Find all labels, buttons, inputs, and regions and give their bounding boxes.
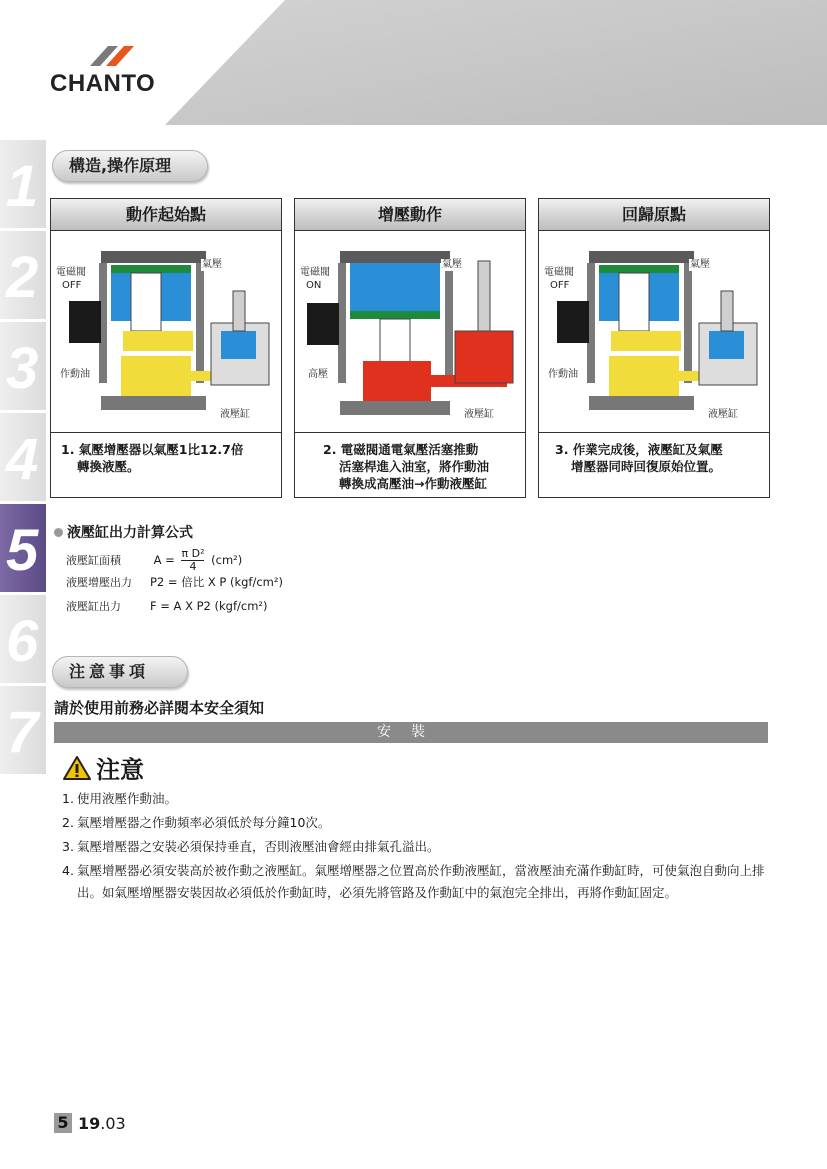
bullet-icon [54,528,63,537]
label-air-pressure: 氣壓 [202,259,222,270]
list-item: 4. 氣壓增壓器必須安裝高於被作動之液壓缸。氣壓增壓器之位置高於作動液壓缸，當液壓油充滿作動缸時，可使氣泡自動向上排出。如氣壓增壓器安裝因故必須低於作動缸時，必須先將管路及作動缸中的氣泡完全排出，再將作動缸固定。 [62,863,765,900]
panel-start-point [50,198,282,498]
label-valve-state: ON [306,280,322,291]
booster-diagram-return [539,231,769,433]
panel-title: 增壓動作 [295,199,525,231]
formula-heading: 液壓缸出力計算公式 [54,522,193,542]
warning-icon [62,755,92,781]
chapter-tabs [0,140,46,777]
chapter-tab-6[interactable]: 6 [0,595,46,683]
list-item: 1. 使用液壓作動油。 [62,791,178,806]
chapter-tab-5[interactable]: 5 [0,504,46,592]
label-valve-state: OFF [62,280,82,291]
panel-boost-action [294,198,526,498]
label-air-pressure: 氣壓 [442,259,462,270]
label-working-oil: 作動油 [60,369,90,380]
panel-caption: 2. 電磁閥通電氣壓活塞推動 活塞桿進入油室，將作動油 轉換成高壓油→作動液壓缸 [323,442,490,491]
page-footer [54,1113,126,1133]
label-hydraulic-cylinder: 液壓缸 [708,409,738,420]
logo-text: CHANTO [50,70,156,97]
label-solenoid-valve: 電磁閥 [544,267,574,278]
logo-mark-icon [50,42,180,72]
brand-logo [50,42,180,102]
chapter-tab-4[interactable]: 4 [0,413,46,501]
chapter-tab-7[interactable]: 7 [0,686,46,774]
page-number: 19 [78,1113,101,1133]
panel-title: 回歸原點 [539,199,769,231]
page-subnumber: .03 [100,1113,126,1133]
diagram-boost-action [295,231,525,433]
list-item: 2. 氣壓增壓器之作動頻率必須低於每分鐘10次。 [62,815,331,830]
formula-cylinder-output: 液壓缸出力 F = A X P2 (kgf/cm²) [66,599,268,613]
caution-list [62,788,767,906]
label-hydraulic-cylinder: 液壓缸 [464,409,494,420]
label-working-oil: 作動油 [548,369,578,380]
label-valve-state: OFF [550,280,570,291]
chapter-tab-1[interactable]: 1 [0,140,46,228]
chapter-tab-3[interactable]: 3 [0,322,46,410]
section-heading-notes: 注意事項 [52,656,188,688]
booster-diagram-off [51,231,281,433]
list-item: 3. 氣壓增壓器之安裝必須保持垂直，否則液壓油會經由排氣孔溢出。 [62,839,440,854]
panel-title: 動作起始點 [51,199,281,231]
install-bar: 安裝 [54,722,768,743]
formula-area: 液壓缸面積 A = $\frac{\text{π D²}}{4}$ (cm²) [66,547,243,573]
chapter-tab-2[interactable]: 2 [0,231,46,319]
formula-boost-output: 液壓增壓出力 P2 = 倍比 X P (kgf/cm²) [66,575,283,589]
diagram-return-origin [539,231,769,433]
label-solenoid-valve: 電磁閥 [56,267,86,278]
safety-subtitle: 請於使用前務必詳閱本安全須知 [54,699,265,717]
panel-caption: 3. 作業完成後，液壓缸及氣壓 增壓器同時回復原始位置。 [555,442,723,474]
label-air-pressure: 氣壓 [690,259,710,270]
section-heading-structure: 構造,操作原理 [52,150,208,182]
label-high-pressure: 高壓 [308,369,328,380]
booster-diagram-on [295,231,525,433]
label-hydraulic-cylinder: 液壓缸 [220,409,250,420]
section-number: 5 [54,1113,72,1133]
formula-section [54,522,193,542]
panel-caption: 1. 氣壓增壓器以氣壓1比12.7倍 轉換液壓。 [61,442,244,474]
caution-title: 注意 [62,750,144,785]
label-solenoid-valve: 電磁閥 [300,267,330,278]
panel-return-origin [538,198,770,498]
diagram-start-point [51,231,281,433]
